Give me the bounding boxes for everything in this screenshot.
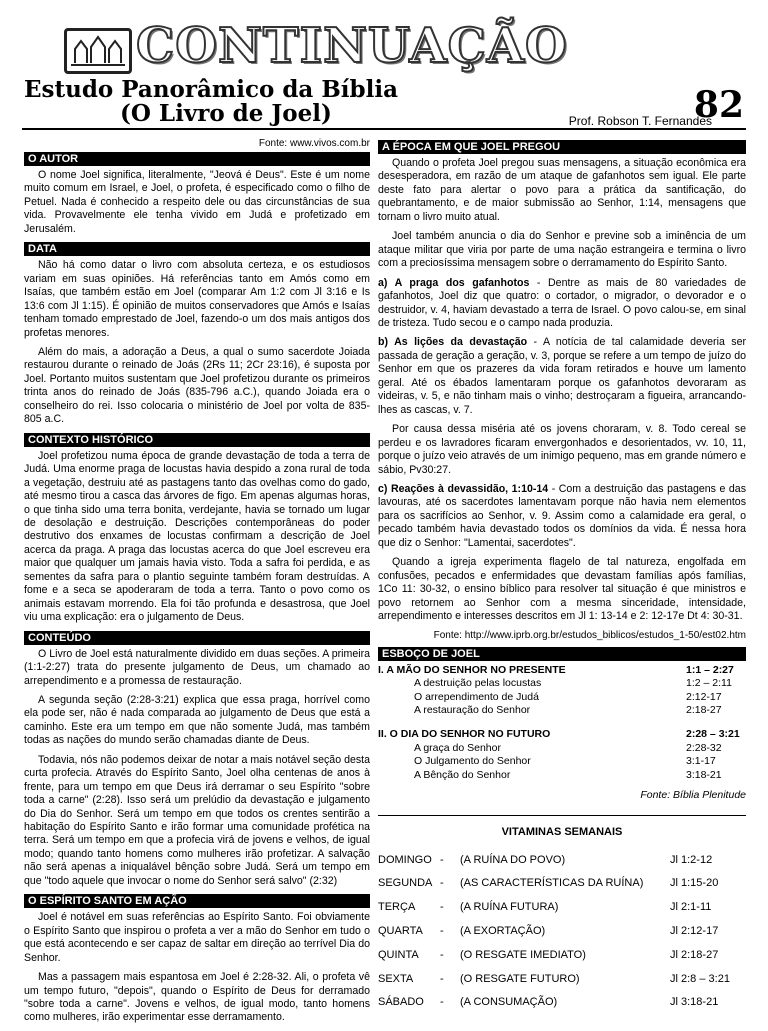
header-rule [22,128,746,130]
section-heading-esboco: ESBOÇO DE JOEL [378,647,746,661]
vitamin-dash: - [440,996,444,1009]
vitamin-ref: Jl 2:8 – 3:21 [670,972,730,985]
paragraph: Não há como datar o livro com absoluta certeza, e os estudiosos variam em suas opiniões. Há referências tanto em Amós como em Isaías, que também estão em Joel (comparar Am 1:2 com Jl 3:16 e Is 13:6 com Jl 1:15). É opinião de muitos conservadores que Amós e Isaías tenham tomado emprestado de Joel, fazendo-o um dos mais antigos dos profetas menores. [24,259,370,339]
vitamin-day: TERÇA [378,901,416,914]
vitamin-ref: Jl 1:15-20 [670,877,719,890]
item-c: c) Reações à devassidão, 1:10-14 - Com a destruição das pastagens e das lavouras, até os sacerdotes lamentavam porque não havia nem elementos para os sacrifícios ao Senhor, v. 9. Assim como a calamidade era geral, o pecado também havia devastado todos os domínios da vida. É nessa hora que diz o Senhor: "Lamentai, sacerdotes". [378,482,746,549]
paragraph: Quando a igreja experimenta flagelo de tal natureza, engolfada em confusões, pecados e enfermidades que devastam famílias após famílias, 1Co 11: 30-32, o ensino bíblico para resolver tal situação é que ministros e povo retornem ao Senhor com a mesma sinceridade, intensidade, arrependimento e interesses descritos em Jl 1: 13-14 e 2: 12-17e Dt 4: 30-31. [378,556,746,623]
vitamin-theme: (A CONSUMAÇÃO) [460,996,558,1009]
study-title: Estudo Panorâmico da Bíblia [24,76,398,103]
vitamin-theme: (A EXORTAÇÃO) [460,924,546,937]
church-logo-icon [64,28,132,74]
outline-item: A Bênção do Senhor 3:18-21 [414,768,722,781]
vitamin-day: SEXTA [378,972,414,985]
page-header [0,0,768,150]
paragraph: Joel também anuncia o dia do Senhor e previne sob a iminência de um ataque militar que viria por parte de uma nação estrangeira e termina o livro com a preciosíssima mensagem sobre o derramamento do Espírito Santo. [378,230,746,270]
paragraph: Joel profetizou numa época de grande devastação de toda a terra de Judá. Uma enorme praga de locustas havia despido a zona rural de toda a vegetação, destruiu até as pastagens tanto das ovelhas como do gado, até mesmo tirou a casca das árvores de figo. Em apenas algumas horas, o que tinha sido uma terra bonita, verdejante, havia se tornado um lugar de desolação e destruição. Descrições contemporâneas do poder destrutivo dos enxames de locustas confirmam a descrição de Joel acerca da praga. A praga das locustas acerca do que Joel escreveu era maior que qualquer um jamais havia visto. Toda a safra foi perdida, e as sementes da safra para o plantio seguinte também foram destruídas. A fome e a seca se apoderaram de toda a terra. Tanto o povo como os animais estavam morrendo. Ela foi tão profunda e desastrosa, que Joel viu uma explicação: era o julgamento de Deus. [24,449,370,624]
vitamin-row [378,895,746,919]
vitamin-ref: Jl 2:18-27 [670,948,719,961]
outline-source: Fonte: Bíblia Plenitude [640,788,746,801]
vitamin-day: QUINTA [378,948,419,961]
book-title: (O Livro de Joel) [120,100,332,127]
issue-number: 82 [693,84,744,126]
source-line: Fonte: www.vivos.com.br [258,138,370,149]
item-a: a) A praga dos gafanhotos - Dentre as mais de 80 variedades de gafanhotos, Joel diz que quatro: o cortador, o migrador, o devorador e o destruidor, v. 4, haviam devastado a terra de Israel. O povo calou-se, em sinal de tristeza. Tudo secou e o campo nada produzia. [378,276,747,329]
vitamin-row [378,919,746,943]
left-column [24,138,370,1031]
author-name: Prof. Robson T. Fernandes [568,114,712,128]
paragraph: A segunda seção (2:28-3:21) explica que essa praga, horrível como ela pode ser, não é nada comparada ao julgamento de Deus que está a caminho. Este era um tempo em que não somente Judá, mas também todas as nações do mundo serão chamadas diante de Deus. [24,693,370,747]
paragraph: Todavia, nós não podemos deixar de notar a mais notável seção desta curta profecia. Através do Espírito Santo, Joel olha centenas de anos à frente, para um tempo em que Deus irá derramar o seu Espírito "sobre toda a carne" (2:28). Isso será um prelúdio da devastação e julgamento do Dia do Senhor. Será um tempo em que todos os crentes sentirão a habitação do Espírito Santo e irão formar uma comunidade profética na terra. Será um tempo em que a profecia virá de jovens e velhos, de igual modo; quando tanto homens como mulheres irão profetizar. A salvação não será apenas a iniqualável bênção sobre Judá. Será um tempo em que "todo aquele que invocar o nome do Senhor será salvo" (2:32) [24,753,370,887]
vitamin-theme: (O RESGATE IMEDIATO) [460,948,586,961]
outline-item: O Julgamento do Senhor 3:1-17 [414,755,716,768]
section-heading-espirito: O ESPÍRITO SANTO EM AÇÃO [24,894,370,908]
paragraph: Mas a passagem mais espantosa em Joel é 2:28-32. Ali, o profeta vê um tempo futuro, "depois", quando o Espírito de Deus for derramado "sobre toda a carne". Jovens e velhos, de igual modo, tanto homens como mulheres, irão experimentar esse derramamento. [24,971,370,1024]
vitamin-theme: (A RUÍNA DO POVO) [460,853,566,866]
outline-item: A destruição pelas locustas 1:2 – 2:11 [414,677,732,690]
vitamin-dash: - [440,924,444,937]
vitamin-theme: (AS CARACTERÍSTICAS DA RUÍNA) [460,877,644,890]
vitamin-row [378,871,746,895]
newsletter-title: CONTINUAÇÃO [136,18,568,74]
section-heading-epoca: A ÉPOCA EM QUE JOEL PREGOU [378,140,746,154]
vitamin-dash: - [440,901,444,914]
vitamin-day: DOMINGO [378,853,432,866]
vitamin-theme: (O RESGATE FUTURO) [460,972,580,985]
outline-part: II. O DIA DO SENHOR NO FUTURO 2:28 – 3:21 [378,728,740,741]
vitamin-ref: Jl 1:2-12 [670,853,713,866]
outline-item: O arrependimento de Judá 2:12-17 [414,690,722,703]
item-b: b) As lições da devastação - A notícia de tal calamidade deveria ser passada de geração a geração, v. 3, porque se refere a um tempo de juízo do Senhor em que os prazeres da vida foram retirados e houve um lamento geral. Até os ébados lamentaram porque os gafanhotos devoraram as videiras, v. 5, e não tinham mais o vinho; destroçaram a figueira, arrancando-lhes as cascas, v. 7. [378,336,747,416]
paragraph: O nome Joel significa, literalmente, "Jeová é Deus". Este é um nome muito comum em Israel, e Joel, o profeta, é especificado como o filho de Petuel. Nada é conhecido a respeito dele ou das circunstâncias de sua vida. Provavelmente ele tenha vivido em Judá e profetizado em Jerusalém. [24,169,370,235]
vitamin-dash: - [440,948,444,961]
vitamin-day: SÁBADO [378,996,424,1009]
section-heading-contexto: CONTEXTO HISTÓRICO [24,433,370,447]
outline-item: A graça do Senhor 2:28-32 [414,741,722,754]
vitamin-row [378,943,746,967]
paragraph: Além do mais, a adoração a Deus, a qual o sumo sacerdote Joiada restaurou durante o reinado de Joás (2Rs 11; 2Cr 23:16), é suposta por Joel. Portanto muitos sustentam que Joel profetizou durante os primeiros trinta anos do reinado de Joás (835-796 a.C.), quando Joiada era o conselheiro do rei. Isso colocaria o ministério de Joel por volta de 835-805 a.C. [24,345,370,426]
vitamin-dash: - [440,972,444,985]
vitamin-ref: Jl 2:12-17 [670,924,719,937]
vitamin-ref: Jl 3:18-21 [670,996,719,1009]
vitamin-theme: (A RUÍNA FUTURA) [460,901,559,914]
vitamin-dash: - [440,877,444,890]
vitamins-title: VITAMINAS SEMANAIS [501,825,623,838]
vitamins-section [378,815,746,1015]
paragraph: Joel é notável em suas referências ao Espírito Santo. Foi obviamente o Espírito Santo que inspirou o profeta a ver a mão do Senhor em tudo o que está acontecendo e ser capaz de saltar em direção ao terrível Dia do Senhor. [24,911,370,964]
section-heading-autor: O AUTOR [24,152,370,166]
vitamin-day: QUARTA [378,924,423,937]
vitamin-dash: - [440,853,444,866]
section-heading-data: DATA [24,242,370,256]
vitamin-row [378,967,746,991]
outline [378,664,746,801]
paragraph: O Livro de Joel está naturalmente dividido em duas seções. A primeira (1:1-2:27) trata do presente julgamento de Deus, um chamado ao arrependimento e a promessa de restauração. [24,647,370,687]
outline-item: A restauração do Senhor 2:18-27 [414,704,722,717]
right-column [378,138,746,1014]
vitamin-day: SEGUNDA [378,877,433,890]
source-url: Fonte: http://www.iprb.org.br/estudos_biblicos/estudos_1-50/est02.htm [433,629,746,641]
vitamin-ref: Jl 2:1-11 [670,901,712,914]
vitamins-list [378,848,746,1015]
paragraph: Quando o profeta Joel pregou suas mensagens, a situação econômica era desesperadora, em razão de um ataque de gafanhotos sem igual. Ele parte deste fato para alertar o povo para a prática da santificação, do quebrantamento, e de maior submissão ao Senhor, 1:14, mensagens que tornam o livro muito atual. [378,157,746,223]
vitamin-row [378,990,746,1014]
vitamin-row [378,848,746,872]
outline-part: I. A MÃO DO SENHOR NO PRESENTE 1:1 – 2:27 [378,663,734,676]
section-heading-conteudo: CONTEÚDO [24,631,370,645]
paragraph: Por causa dessa miséria até os jovens choraram, v. 8. Todo cereal se perdeu e os lavradores ficaram envergonhados e desorientados, vv. 10, 11, porque o juízo veio através de um inimigo pequeno, mas em grande número e sábio, Pv30:27. [378,423,746,476]
